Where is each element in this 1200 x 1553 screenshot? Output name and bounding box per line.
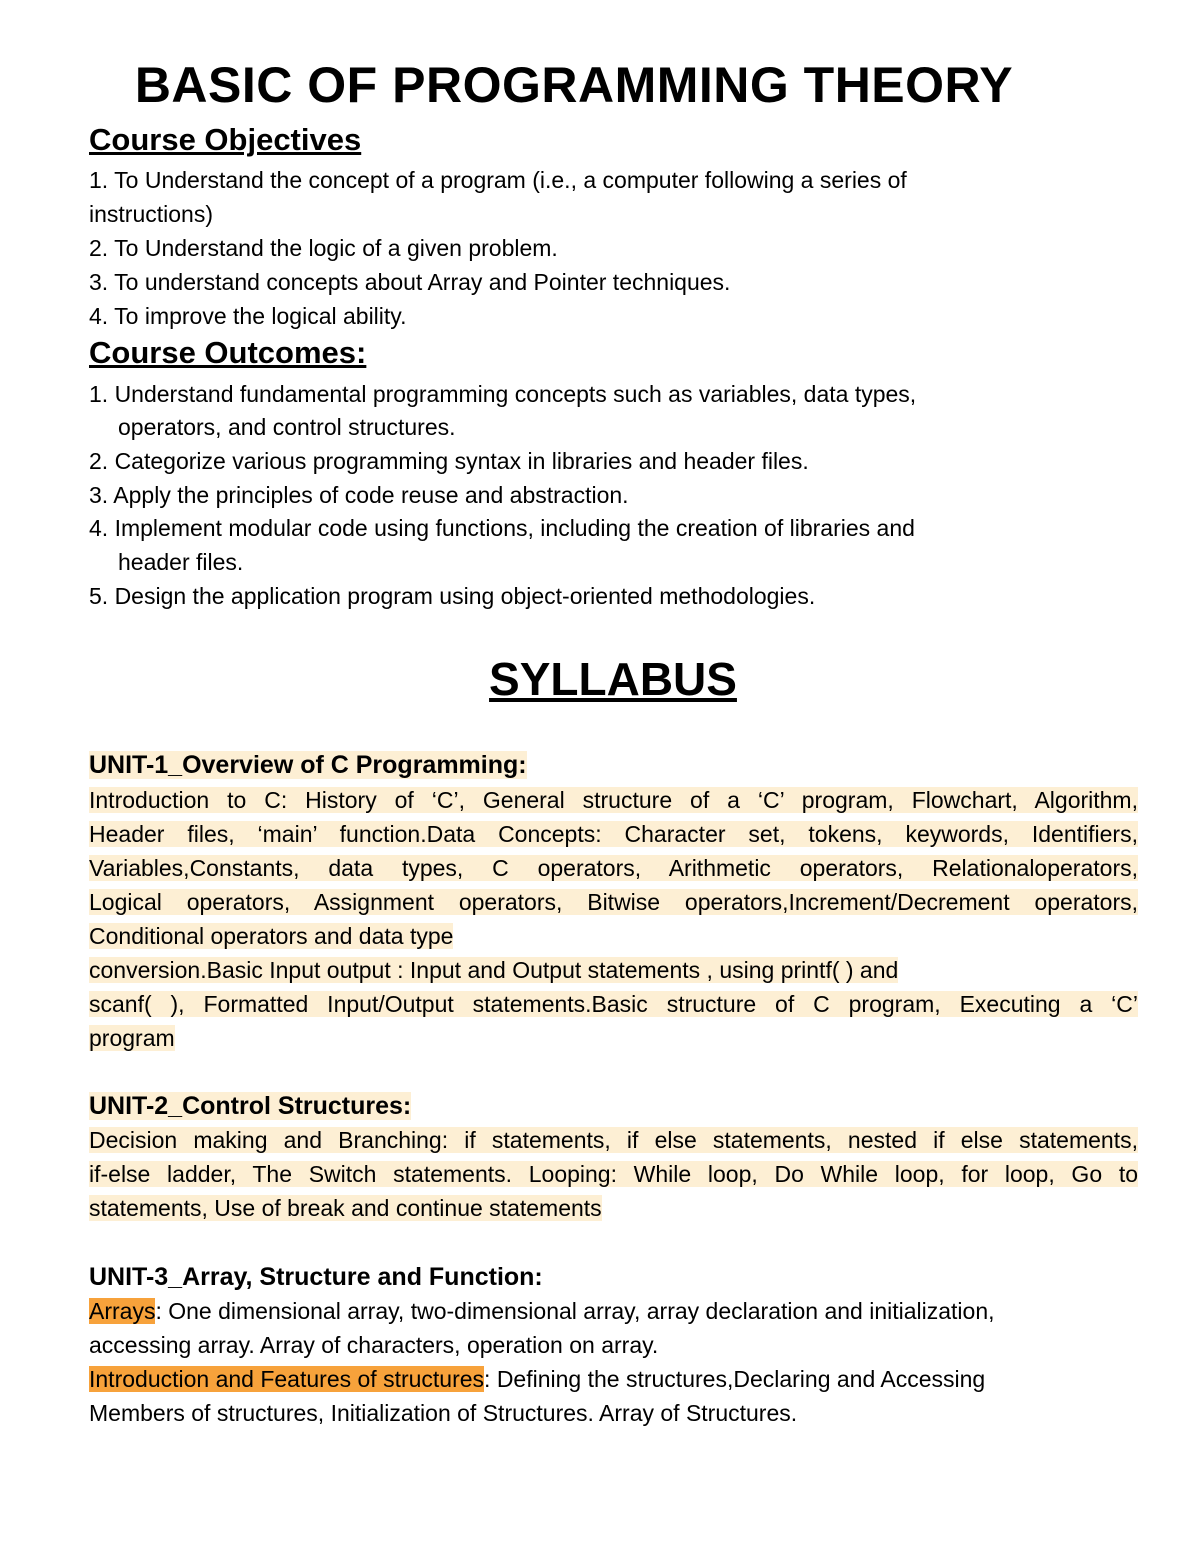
objective-item: 1. To Understand the concept of a program (i.e., a computer following a series of (89, 167, 907, 193)
objective-item: 4. To improve the logical ability. (89, 303, 407, 329)
objective-item: 3. To understand concepts about Array and Pointer techniques. (89, 269, 731, 295)
outcome-item: 1. Understand fundamental programming concepts such as variables, data types, (89, 381, 917, 407)
unit-3-heading: UNIT-3_Array, Structure and Function: (89, 1263, 543, 1291)
unit-1-line: conversion.Basic Input output : Input and Output statements , using printf( ) and (89, 957, 899, 983)
arrays-text: : One dimensional array, two-dimensional array, array declaration and initialization, (155, 1298, 995, 1324)
outcome-item: 2. Categorize various programming syntax in libraries and header files. (89, 448, 809, 474)
syllabus-heading: SYLLABUS (489, 653, 737, 705)
structures-text: : Defining the structures,Declaring and Accessing (484, 1366, 986, 1392)
unit-1-heading: UNIT-1_Overview of C Programming: (89, 751, 527, 779)
structures-highlight: Introduction and Features of structures (89, 1366, 485, 1392)
unit-1-line: Logical operators, Assignment operators, Bitwise operators,Increment/Decrement operators, (89, 889, 1138, 915)
unit-3-line: Members of structures, Initialization of Structures. Array of Structures. (89, 1400, 798, 1426)
objective-item: 2. To Understand the logic of a given problem. (89, 235, 558, 261)
unit-2-line: if-else ladder, The Switch statements. Looping: While loop, Do While loop, for loop, Go to (89, 1161, 1138, 1187)
unit-1-line: Conditional operators and data type (89, 923, 454, 949)
unit-2-line: Decision making and Branching: if statements, if else statements, nested if else statements, (89, 1127, 1138, 1153)
arrays-highlight: Arrays (89, 1298, 156, 1324)
unit-1-line: Header files, ‘main’ function.Data Concepts: Character set, tokens, keywords, Identifiers, (89, 821, 1138, 847)
outcome-item: operators, and control structures. (118, 414, 456, 440)
outcome-item: 3. Apply the principles of code reuse and abstraction. (89, 482, 629, 508)
unit-2-heading: UNIT-2_Control Structures: (89, 1092, 412, 1120)
page-title: BASIC OF PROGRAMMING THEORY (134, 57, 1014, 113)
course-objectives-heading: Course Objectives (89, 122, 362, 157)
outcome-item: 5. Design the application program using object-oriented methodologies. (89, 583, 816, 609)
unit-1-line: Introduction to C: History of ‘C’, General structure of a ‘C’ program, Flowchart, Algorithm, (89, 787, 1138, 813)
unit-1-line: scanf( ), Formatted Input/Output statements.Basic structure of C program, Executing a ‘C’ (89, 991, 1138, 1017)
unit-3-structures-line (89, 1362, 985, 1396)
unit-2-line: statements, Use of break and continue statements (89, 1195, 602, 1221)
outcome-item: 4. Implement modular code using functions, including the creation of libraries and (89, 515, 915, 541)
unit-1-line: Variables,Constants, data types, C operators, Arithmetic operators, Relationaloperators, (89, 855, 1138, 881)
unit-3-arrays-line (89, 1294, 995, 1328)
outcome-item: header files. (118, 549, 244, 575)
course-outcomes-heading: Course Outcomes: (89, 335, 367, 370)
objective-item: instructions) (89, 201, 213, 227)
unit-1-line: program (89, 1025, 175, 1051)
unit-3-line: accessing array. Array of characters, operation on array. (89, 1332, 659, 1358)
